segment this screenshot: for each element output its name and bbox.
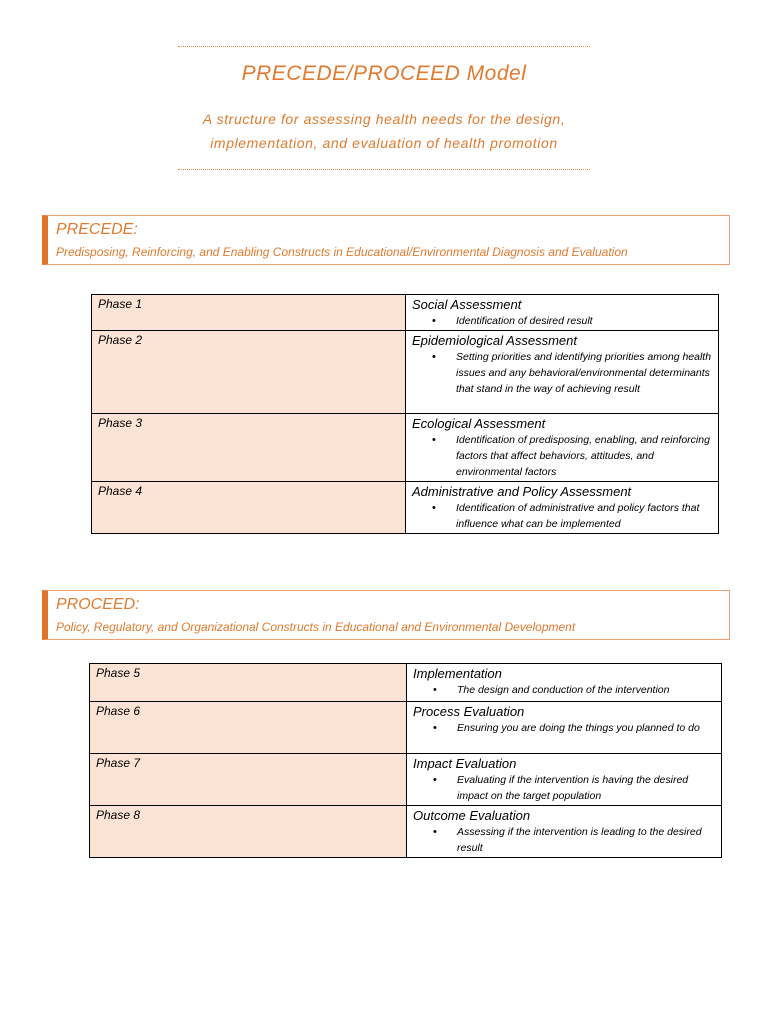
- bottom-divider: [178, 169, 590, 170]
- phase-label: Phase 3: [92, 414, 406, 482]
- table-row: [92, 331, 719, 414]
- table-row: [90, 664, 722, 702]
- phase-name: Implementation: [413, 666, 502, 681]
- proceed-subtitle: Policy, Regulatory, and Organizational Constructs in Educational and Environmental Development: [56, 620, 576, 634]
- phase-label: Phase 1: [92, 295, 406, 331]
- phase-bullet: • Setting priorities and identifying priorities among health issues and any behavioral/environmental determinants that stand in the way of achieving result: [412, 349, 712, 397]
- phase-description: [406, 331, 719, 414]
- precede-subtitle: Predisposing, Reinforcing, and Enabling Constructs in Educational/Environmental Diagnosis and Evaluation: [56, 245, 628, 259]
- phase-description: [407, 754, 722, 806]
- page-subtitle-line-2: implementation, and evaluation of health promotion: [210, 135, 558, 151]
- table-row: [90, 754, 722, 806]
- phase-label: Phase 2: [92, 331, 406, 414]
- phase-bullet: • The design and conduction of the intervention: [413, 682, 715, 698]
- table-row: [92, 295, 719, 331]
- phase-bullet: • Identification of administrative and policy factors that influence what can be implemented: [412, 500, 712, 532]
- phase-label: Phase 4: [92, 482, 406, 534]
- proceed-title: PROCEED:: [56, 596, 140, 613]
- phase-label: Phase 5: [90, 664, 407, 702]
- page-subtitle-line-1: A structure for assessing health needs for the design,: [202, 111, 566, 127]
- phase-bullet: • Identification of predisposing, enabling, and reinforcing factors that affect behaviors, attitudes, and environmental factors: [412, 432, 712, 480]
- phase-description: [407, 664, 722, 702]
- table-row: [92, 482, 719, 534]
- phase-description: [406, 414, 719, 482]
- proceed-table: [89, 663, 722, 858]
- phase-label: Phase 7: [90, 754, 407, 806]
- top-divider: [178, 46, 590, 47]
- phase-description: [407, 806, 722, 858]
- phase-description: [406, 295, 719, 331]
- phase-name: Impact Evaluation: [413, 756, 517, 771]
- precede-title: PRECEDE:: [56, 221, 138, 238]
- precede-table: [91, 294, 719, 534]
- precede-section-header: [42, 215, 730, 265]
- page-title: PRECEDE/PROCEED Model: [241, 62, 527, 85]
- phase-label: Phase 6: [90, 702, 407, 754]
- table-row: [90, 806, 722, 858]
- phase-name: Administrative and Policy Assessment: [412, 484, 632, 499]
- phase-name: Outcome Evaluation: [413, 808, 531, 823]
- table-row: [90, 702, 722, 754]
- phase-description: [407, 702, 722, 754]
- phase-name: Process Evaluation: [413, 704, 525, 719]
- phase-label: Phase 8: [90, 806, 407, 858]
- phase-name: Social Assessment: [412, 297, 522, 312]
- phase-bullet: • Ensuring you are doing the things you planned to do: [413, 720, 715, 736]
- phase-name: Epidemiological Assessment: [412, 333, 577, 348]
- phase-name: Ecological Assessment: [412, 416, 546, 431]
- phase-bullet: • Assessing if the intervention is leading to the desired result: [413, 824, 715, 856]
- proceed-section-header: [42, 590, 730, 640]
- table-row: [92, 414, 719, 482]
- phase-bullet: • Identification of desired result: [412, 313, 712, 329]
- phase-description: [406, 482, 719, 534]
- phase-bullet: • Evaluating if the intervention is having the desired impact on the target population: [413, 772, 715, 804]
